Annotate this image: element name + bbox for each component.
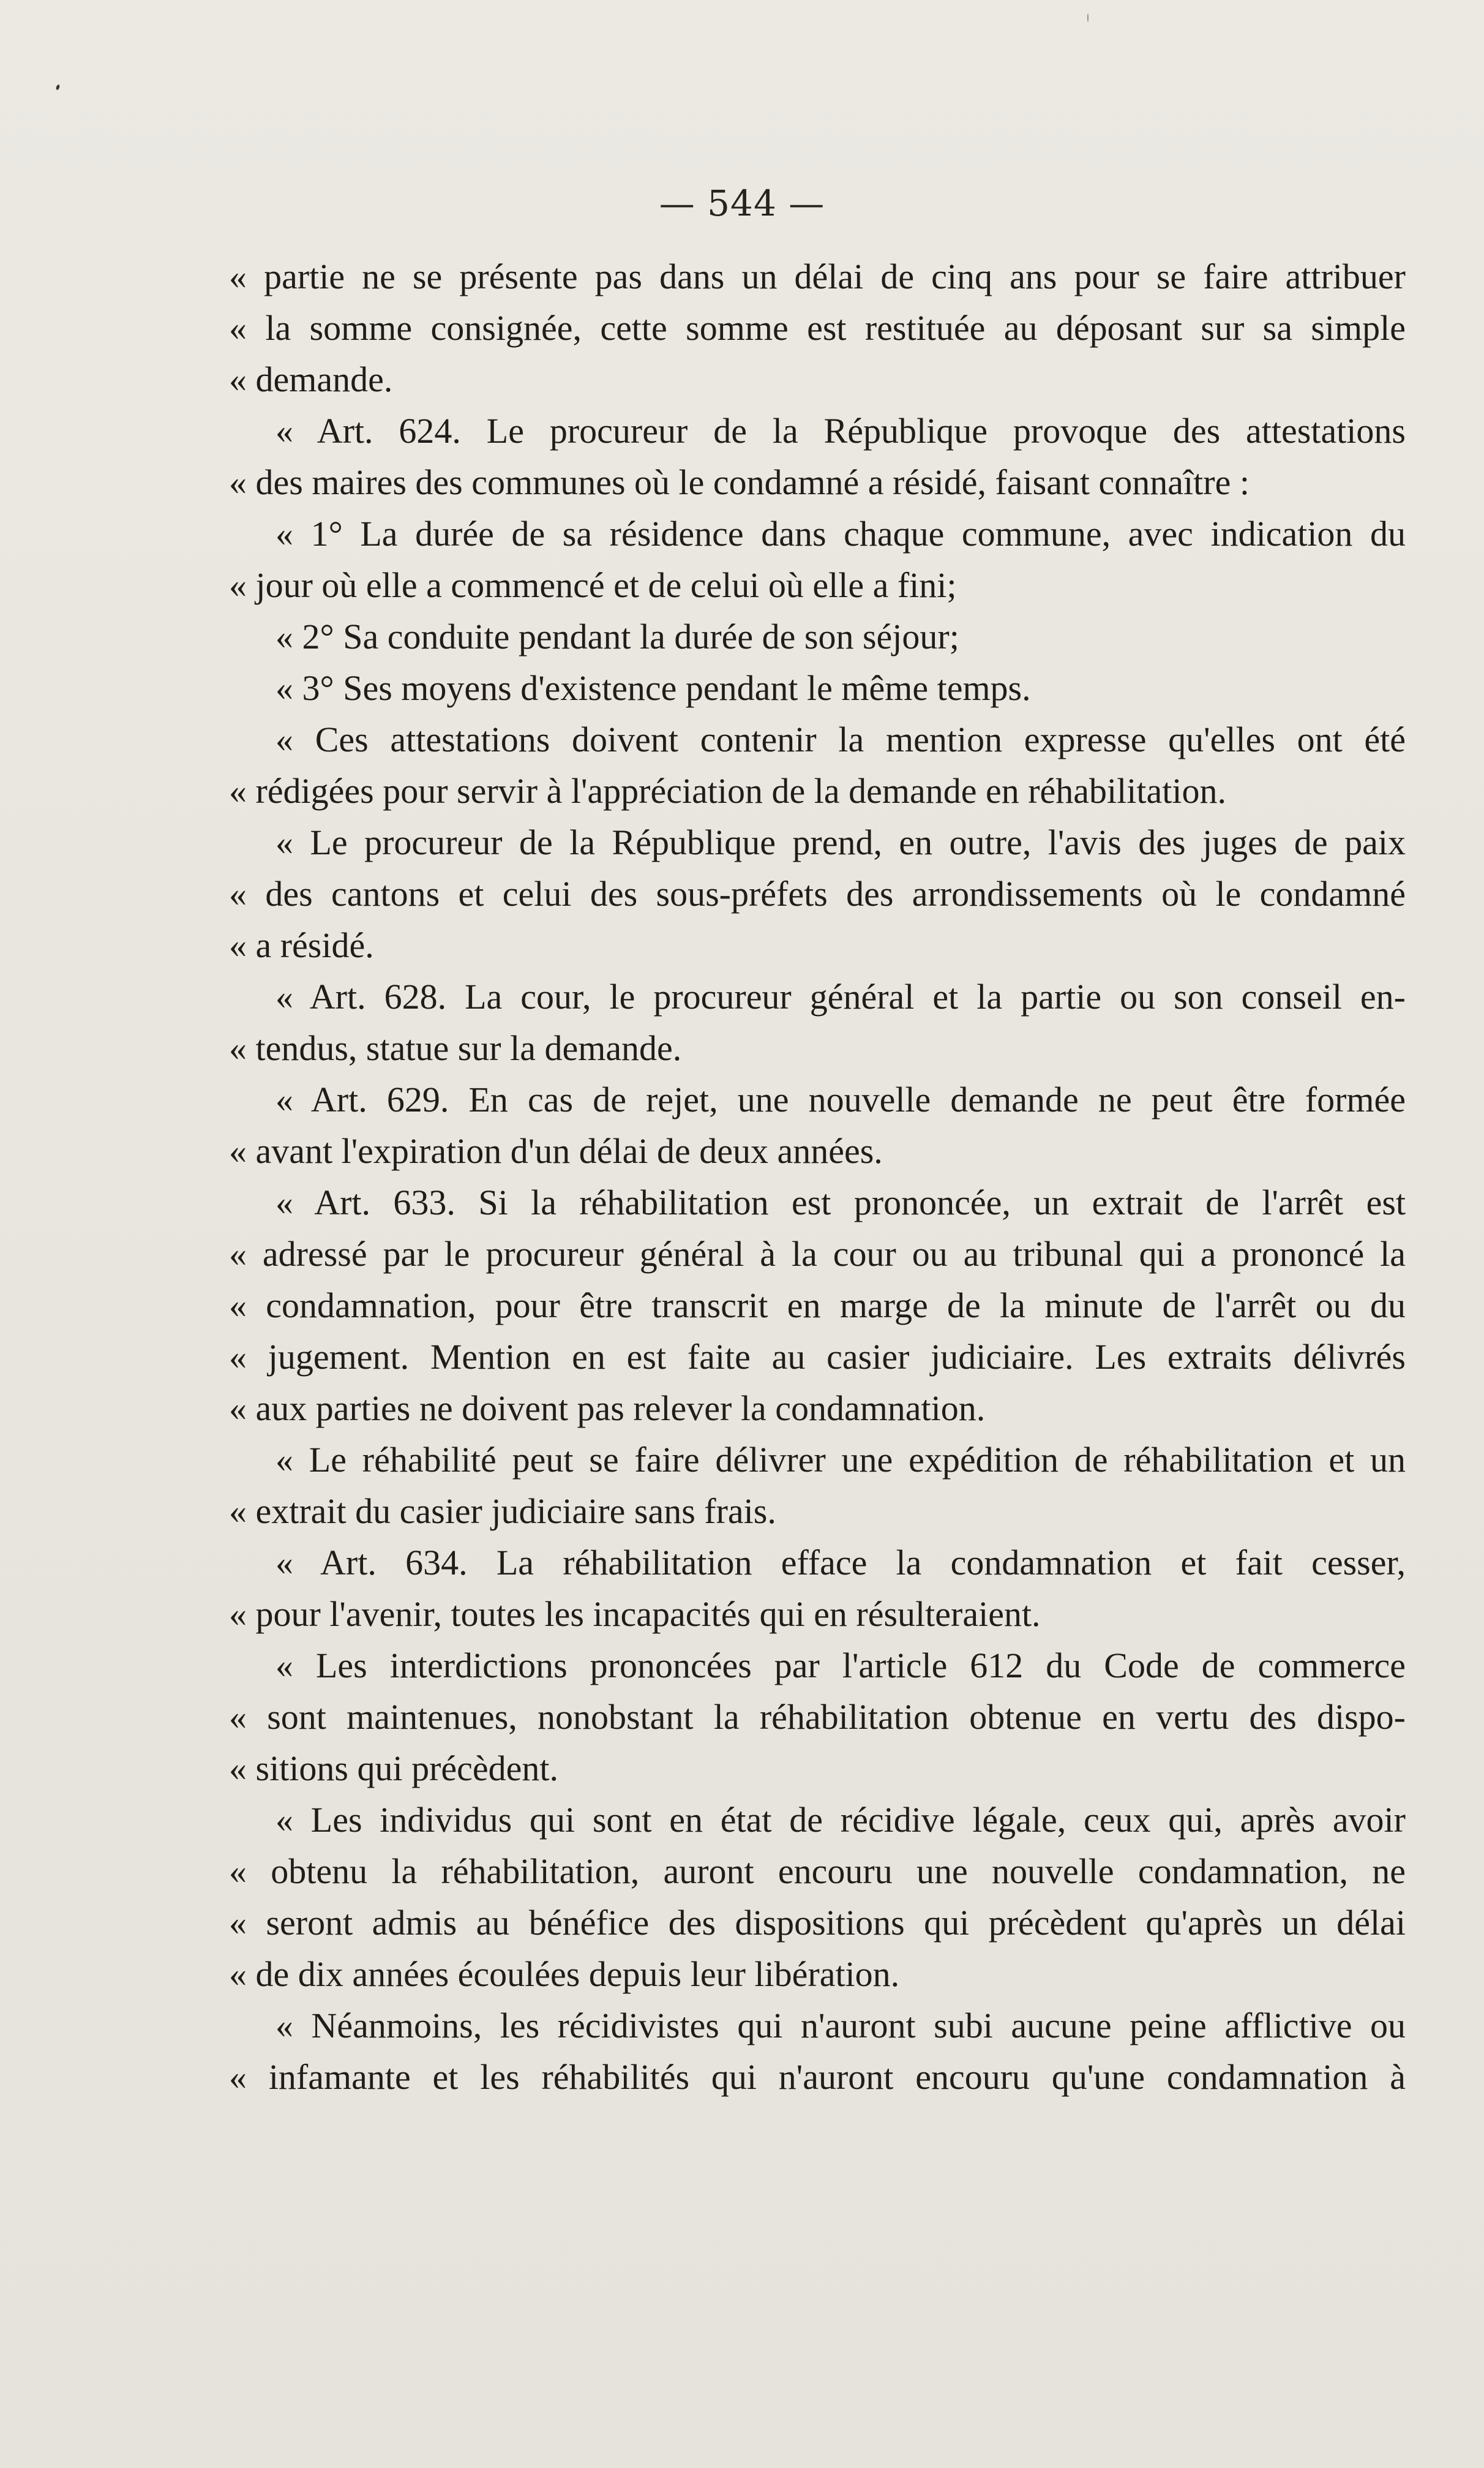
text-line: « partie ne se présente pas dans un délai de cinq ans pour se faire attribuer — [229, 257, 1406, 296]
ink-speck — [56, 84, 61, 90]
text-line: « avant l'expiration d'un délai de deux années. — [229, 1131, 883, 1171]
text-line: « Art. 629. En cas de rejet, une nouvelle demande ne peut être formée — [275, 1080, 1406, 1119]
text-line: « sont maintenues, nonobstant la réhabilitation obtenue en vertu des dispo- — [229, 1697, 1406, 1737]
text-line: « rédigées pour servir à l'appréciation de la demande en réhabilitation. — [229, 771, 1226, 811]
body-text — [229, 251, 1406, 2103]
text-line: « Le réhabilité peut se faire délivrer une expédition de réhabilitation et un — [275, 1440, 1406, 1480]
text-line: « obtenu la réhabilitation, auront encouru une nouvelle condamnation, ne — [229, 1851, 1406, 1891]
text-line: « condamnation, pour être transcrit en marge de la minute de l'arrêt ou du — [229, 1285, 1406, 1325]
text-line: « Le procureur de la République prend, en outre, l'avis des juges de paix — [275, 822, 1406, 862]
text-line: « jour où elle a commencé et de celui où elle a fini; — [229, 565, 957, 605]
text-line: « 1° La durée de sa résidence dans chaque commune, avec indication du — [275, 514, 1406, 554]
text-line: « extrait du casier judiciaire sans frais. — [229, 1491, 776, 1531]
text-line: « 3° Ses moyens d'existence pendant le même temps. — [275, 668, 1031, 708]
text-line: « Néanmoins, les récidivistes qui n'auront subi aucune peine afflictive ou — [275, 2006, 1406, 2045]
text-line: « pour l'avenir, toutes les incapacités qui en résulteraient. — [229, 1594, 1041, 1634]
text-line: « Art. 634. La réhabilitation efface la condamnation et fait cesser, — [275, 1543, 1406, 1582]
text-line: « de dix années écoulées depuis leur libération. — [229, 1954, 900, 1994]
text-line: « sitions qui précèdent. — [229, 1748, 559, 1788]
text-line: « adressé par le procureur général à la cour ou au tribunal qui a prononcé la — [229, 1234, 1406, 1274]
text-line: « des cantons et celui des sous-préfets des arrondissements où le condamné — [229, 874, 1406, 914]
text-line: « a résidé. — [229, 925, 374, 965]
text-line: « tendus, statue sur la demande. — [229, 1028, 682, 1068]
text-line: « Les interdictions prononcées par l'article 612 du Code de commerce — [275, 1646, 1406, 1685]
text-line: « Art. 628. La cour, le procureur général et la partie ou son conseil en- — [275, 977, 1406, 1017]
text-line: « demande. — [229, 359, 393, 399]
page-number: — 544 — — [659, 182, 825, 224]
text-line: « seront admis au bénéfice des dispositions qui précèdent qu'après un délai — [229, 1903, 1406, 1943]
text-line: « Art. 624. Le procureur de la République provoque des attestations — [275, 411, 1406, 451]
text-line: « infamante et les réhabilités qui n'auront encouru qu'une condamnation à — [229, 2057, 1406, 2097]
text-line: « la somme consignée, cette somme est restituée au déposant sur sa simple — [229, 308, 1406, 348]
text-line: « Les individus qui sont en état de récidive légale, ceux qui, après avoir — [275, 1800, 1406, 1840]
text-line: « aux parties ne doivent pas relever la condamnation. — [229, 1388, 986, 1428]
text-line: « jugement. Mention en est faite au casier judiciaire. Les extraits délivrés — [229, 1337, 1406, 1377]
text-line: « Ces attestations doivent contenir la mention expresse qu'elles ont été — [275, 720, 1406, 759]
ink-speck — [1087, 13, 1089, 22]
text-line: « Art. 633. Si la réhabilitation est prononcée, un extrait de l'arrêt est — [275, 1183, 1406, 1222]
text-line: « des maires des communes où le condamné a résidé, faisant connaître : — [229, 462, 1250, 502]
text-line: « 2° Sa conduite pendant la durée de son séjour; — [275, 617, 959, 657]
